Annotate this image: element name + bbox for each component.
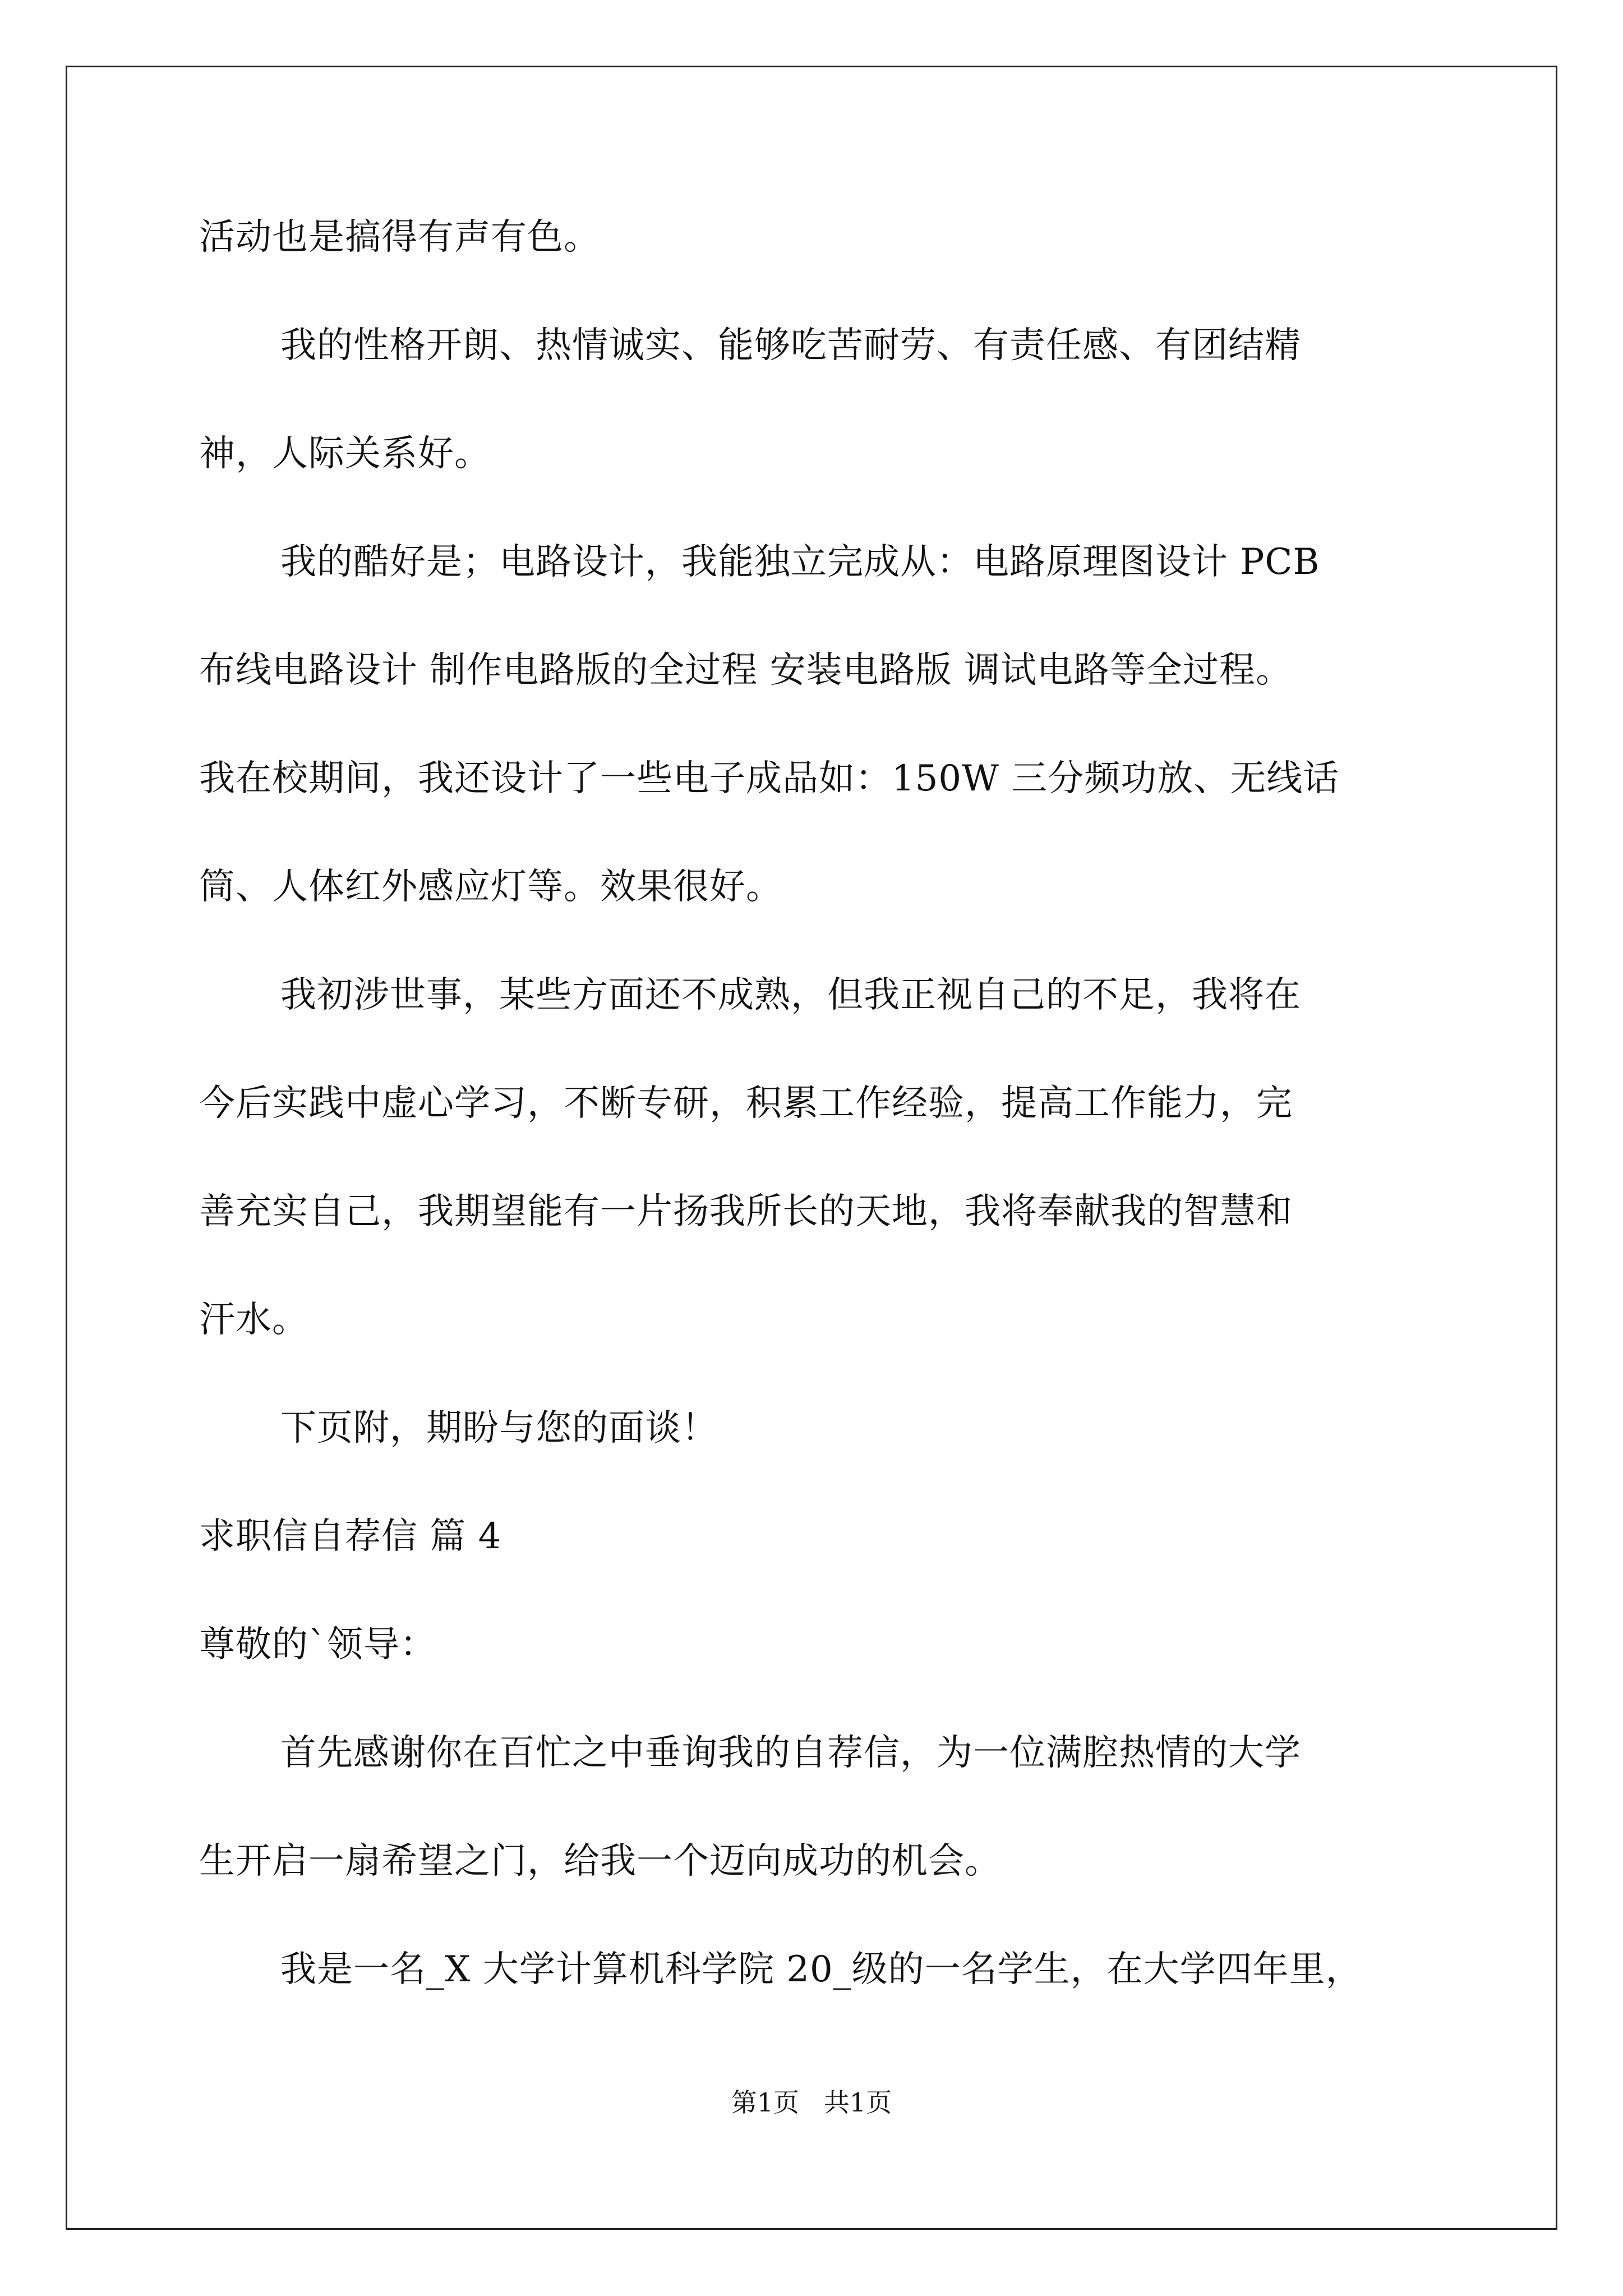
paragraph-line: 首先感谢你在百忙之中垂询我的自荐信，为一位满腔热情的大学 — [280, 1732, 1301, 1774]
text-line: 神，人际关系好。 — [199, 433, 491, 475]
text-line: 汗水。 — [199, 1299, 308, 1341]
salutation: 尊敬的`领导： — [199, 1624, 436, 1665]
text-line: 布线电路设计 制作电路版的全过程 安装电路版 调试电路等全过程。 — [199, 650, 1293, 691]
text-line: 生开启一扇希望之门，给我一个迈向成功的机会。 — [199, 1841, 1001, 1882]
paragraph-line: 我的酷好是；电路设计，我能独立完成从：电路原理图设计 PCB — [280, 541, 1320, 583]
section-heading: 求职信自荐信 篇 4 — [199, 1516, 502, 1557]
paragraph-line: 我的性格开朗、热情诚实、能够吃苦耐劳、有责任感、有团结精 — [280, 325, 1301, 366]
text-line: 筒、人体红外感应灯等。效果很好。 — [199, 866, 782, 908]
paragraph-line: 我初涉世事，某些方面还不成熟，但我正视自己的不足，我将在 — [280, 974, 1301, 1016]
text-line: 我在校期间，我还设计了一些电子成品如：150W 三分频功放、无线话 — [199, 758, 1340, 799]
text-line: 活动也是搞得有声有色。 — [199, 217, 600, 258]
paragraph-line: 下页附，期盼与您的面谈！ — [280, 1407, 718, 1449]
text-line: 今后实践中虚心学习，不断专研，积累工作经验，提高工作能力，完 — [199, 1083, 1293, 1124]
page-border — [66, 66, 1557, 2230]
text-line: 善充实自己，我期望能有一片扬我所长的天地，我将奉献我的智慧和 — [199, 1191, 1293, 1232]
paragraph-line: 我是一名_X 大学计算机科学院 20_级的一名学生，在大学四年里， — [280, 1949, 1362, 1990]
page-footer: 第1页 共1页 — [731, 2087, 892, 2118]
